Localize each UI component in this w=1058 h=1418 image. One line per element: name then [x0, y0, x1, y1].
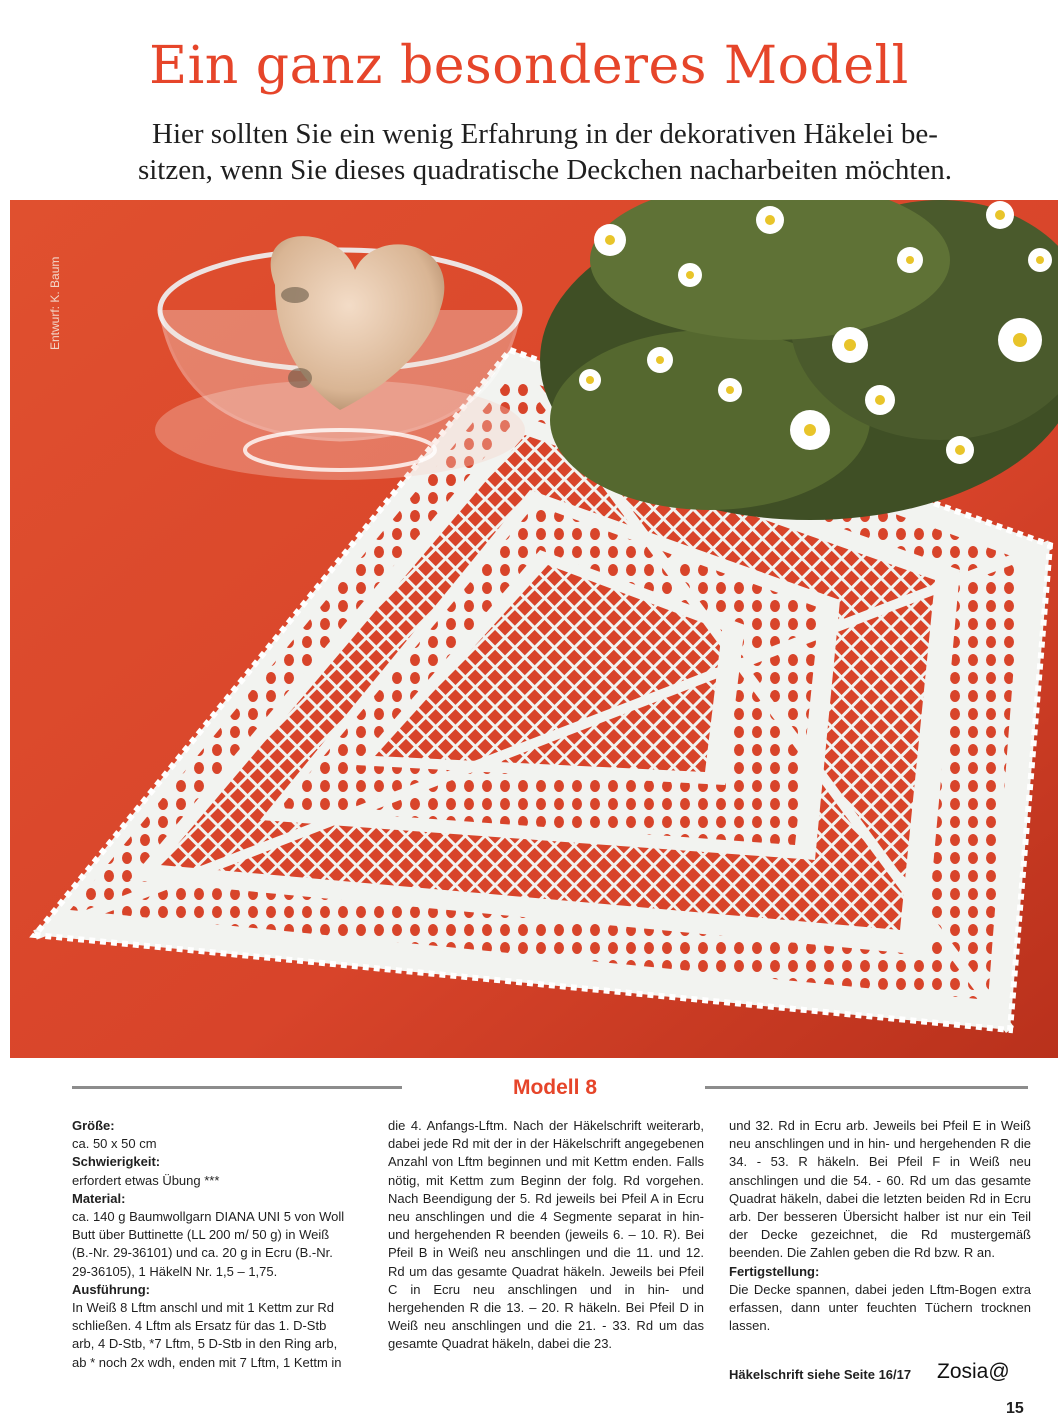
section-heading: Modell 8	[512, 1076, 597, 1099]
section-rule-right	[705, 1086, 1028, 1089]
instructions-column-3	[729, 1117, 1031, 1335]
execution-continued: die 4. Anfangs-Lftm. Nach der Häkelschrift weiterarb, dabei jede Rd mit der in der Häkelschrift angegebenen Anzahl von Lftm beginnen und mit Kettm enden. Falls nötig, mit Kettm zum Beginn der folg. Rd vorgehen. Nach Beendigung der 5. Rd jeweils bei Pfeil A in Ecru neu anschlingen und die 4 Segmente separat in hin- und hergehenden R beenden (jeweils 6. – 10. R). Bei Pfeil B in Weiß neu anschlingen und die 11. und 12. Rd um das gesamte Quadrat häkeln. Jeweils bei Pfeil C in Ecru neu anschlingen und in hin- und hergehenden R die 13. – 20. R häkeln. Bei Pfeil D in Weiß neu anschlingen und die 21. - 33. Rd um das gesamte Quadrat häkeln, dabei die 23.	[388, 1118, 704, 1352]
size-value: ca. 50 x 50 cm	[72, 1136, 157, 1152]
section-rule-left	[72, 1086, 402, 1089]
execution-line: ab * noch 2x wdh, enden mit 7 Lftm, 1 Kettm in	[72, 1354, 342, 1370]
page-number: 15	[1006, 1400, 1024, 1417]
difficulty-label: Schwierigkeit:	[72, 1154, 161, 1170]
doily-photo	[10, 200, 1058, 1058]
chart-reference: Häkelschrift siehe Seite 16/17	[729, 1367, 912, 1382]
instructions-column-1	[72, 1117, 377, 1372]
intro-line: sitzen, wenn Sie dieses quadratische Deckchen nacharbeiten möchten.	[137, 154, 953, 186]
signature: Zosia@	[937, 1360, 1010, 1383]
execution-label: Ausführung:	[72, 1281, 150, 1297]
doily-photo-illustration	[10, 200, 1058, 1058]
execution-line: In Weiß 8 Lftm anschl und mit 1 Kettm zur Rd	[72, 1300, 335, 1316]
intro-paragraph	[60, 116, 1030, 188]
difficulty-value: erfordert etwas Übung ***	[72, 1172, 220, 1188]
execution-line: schließen. 4 Lftm als Ersatz für das 1. D-Stb	[72, 1318, 327, 1334]
material-label: Material:	[72, 1190, 126, 1206]
material-line: 29-36105), 1 HäkelN Nr. 1,5 – 1,75.	[72, 1263, 278, 1279]
material-line: Butt über Buttinette (LL 200 m/ 50 g) in Weiß	[72, 1227, 330, 1243]
execution-continued: und 32. Rd in Ecru arb. Jeweils bei Pfeil E in Weiß neu anschlingen und in hin- und hergehenden R die 34. - 53. R häkeln. Bei Pfeil F in Weiß neu anschlingen und die 54. - 60. Rd um das gesamte Quadrat häkeln, dabei die letzten beiden Rd in Ecru arb. Der besseren Übersicht halber ist nur ein Teil der Decke gezeichnet, die Rd mustergemäß beenden. Die Zahlen geben die Rd bzw. R an.	[729, 1118, 1031, 1261]
page-title: Ein ganz besonderes Modell	[149, 36, 909, 96]
material-line: ca. 140 g Baumwollgarn DIANA UNI 5 von Woll	[72, 1209, 345, 1225]
finishing-text: Die Decke spannen, dabei jeden Lftm-Bogen extra erfassen, dann unter feuchten Tüchern trocknen lassen.	[729, 1281, 1031, 1334]
material-line: (B.-Nr. 29-36101) und ca. 20 g in Ecru (B.-Nr.	[72, 1245, 333, 1261]
instructions-column-2	[388, 1117, 704, 1354]
finishing-label: Fertigstellung:	[729, 1263, 820, 1279]
execution-line: arb, 4 D-Stb, *7 Lftm, 5 D-Stb in den Ring arb,	[72, 1336, 338, 1352]
design-credit: Entwurf: K. Baum	[48, 256, 62, 350]
daisy-bouquet	[540, 200, 1058, 520]
size-label: Größe:	[72, 1118, 115, 1133]
intro-line: Hier sollten Sie ein wenig Erfahrung in der dekorativen Häkelei be-	[152, 118, 938, 150]
